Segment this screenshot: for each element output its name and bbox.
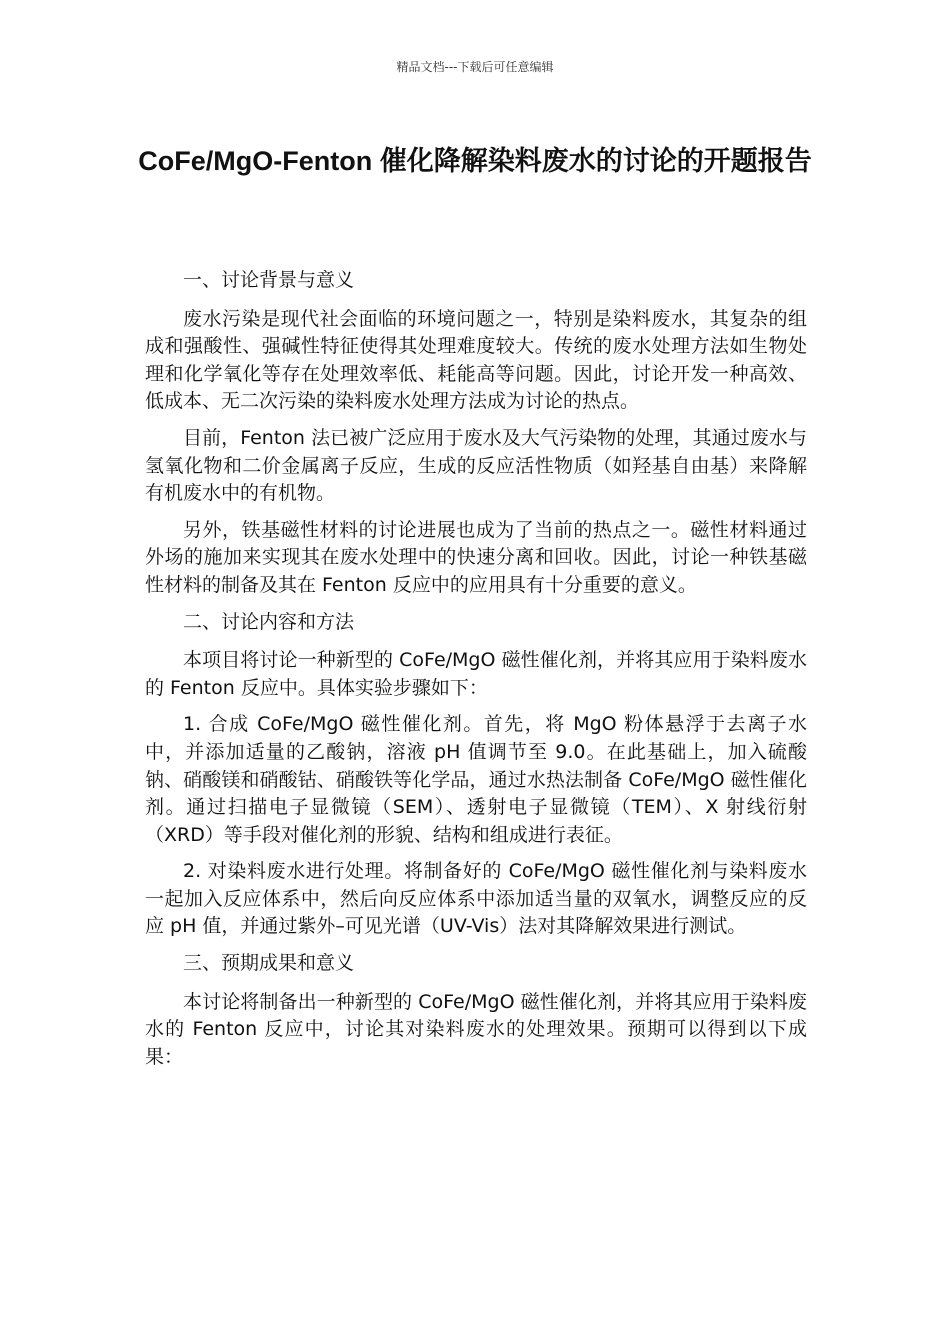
paragraph: 另外，铁基磁性材料的讨论进展也成为了当前的热点之一。磁性材料通过外场的施加来实现其在废水处理中的快速分离和回收。因此，讨论一种铁基磁性材料的制备及其在 Fenton 反应中的应用具有十分重要的意义。 [145,518,807,596]
section-heading-content-methods: 二、讨论内容和方法 [183,610,355,633]
paragraph: 废水污染是现代社会面临的环境问题之一，特别是染料废水，其复杂的组成和强酸性、强碱性特征使得其处理难度较大。传统的废水处理方法如生物处理和化学氧化等存在处理效率低、耗能高等问题。因此，讨论开发一种高效、低成本、无二次污染的染料废水处理方法成为讨论的热点。 [145,307,807,413]
document-body [145,267,807,1080]
paragraph: 本项目将讨论一种新型的 CoFe/MgO 磁性催化剂，并将其应用于染料废水的 Fenton 反应中。具体实验步骤如下： [145,649,807,699]
paragraph: 1. 合成 CoFe/MgO 磁性催化剂。首先，将 MgO 粉体悬浮于去离子水中，并添加适量的乙酸钠，溶液 pH 值调节至 9.0。在此基础上，加入硫酸钠、硝酸镁和硝酸钴、硝酸铁等化学品，通过水热法制备 CoFe/MgO 磁性催化剂。通过扫描电子显微镜（SEM）、透射电子显微镜（TEM）、X 射线衍射（XRD）等手段对催化剂的形貌、结构和组成进行表征。 [145,713,807,846]
paragraph: 目前，Fenton 法已被广泛应用于废水及大气污染物的处理，其通过废水与氢氧化物和二价金属离子反应，生成的反应活性物质（如羟基自由基）来降解有机废水中的有机物。 [145,426,807,505]
section-heading-expected-results: 三、预期成果和意义 [183,952,355,975]
section-heading-background: 一、讨论背景与意义 [183,269,355,291]
paragraph: 本讨论将制备出一种新型的 CoFe/MgO 磁性催化剂，并将其应用于染料废水的 Fenton 反应中，讨论其对染料废水的处理效果。预期可以得到以下成果： [145,990,807,1068]
paragraph: 2. 对染料废水进行处理。将制备好的 CoFe/MgO 磁性催化剂与染料废水一起加入反应体系中，然后向反应体系中添加适当量的双氧水，调整反应的反应 pH 值，并通过紫外–可见光谱（UV-Vis）法对其降解效果进行测试。 [145,860,807,938]
document-title: CoFe/MgO-Fenton 催化降解染料废水的讨论的开题报告 [138,146,812,176]
page-header-note: 精品文档---下载后可任意编辑 [396,60,554,74]
